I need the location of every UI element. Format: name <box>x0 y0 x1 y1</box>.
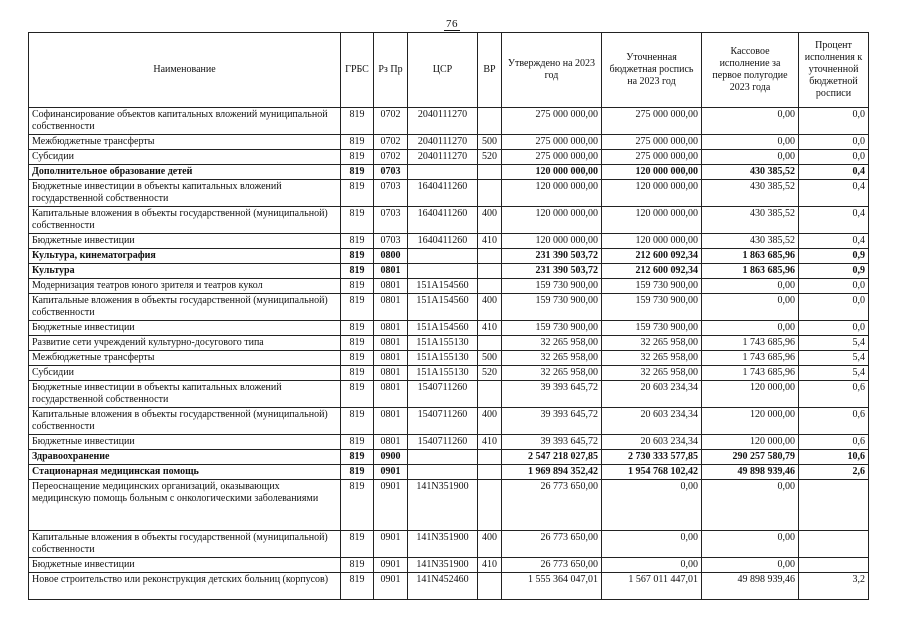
cell-rzpr: 0801 <box>374 321 408 336</box>
cell-cash: 0,00 <box>702 558 799 573</box>
cell-grbs: 819 <box>341 558 374 573</box>
cell-rzpr: 0901 <box>374 573 408 600</box>
cell-grbs: 819 <box>341 234 374 249</box>
cell-rzpr: 0901 <box>374 558 408 573</box>
cell-refined: 275 000 000,00 <box>602 150 702 165</box>
budget-table <box>28 32 869 600</box>
cell-grbs: 819 <box>341 279 374 294</box>
cell-rzpr: 0801 <box>374 381 408 408</box>
table-row <box>29 531 869 558</box>
cell-approved: 39 393 645,72 <box>502 435 602 450</box>
table-row <box>29 150 869 165</box>
cell-rzpr: 0703 <box>374 180 408 207</box>
cell-vr: 400 <box>478 294 502 321</box>
cell-grbs: 819 <box>341 150 374 165</box>
cell-approved: 26 773 650,00 <box>502 480 602 531</box>
cell-approved: 32 265 958,00 <box>502 351 602 366</box>
cell-vr: 520 <box>478 366 502 381</box>
cell-cash: 49 898 939,46 <box>702 465 799 480</box>
cell-vr <box>478 165 502 180</box>
table-row <box>29 381 869 408</box>
cell-approved: 2 547 218 027,85 <box>502 450 602 465</box>
table-row <box>29 180 869 207</box>
cell-percent: 0,4 <box>799 180 869 207</box>
cell-grbs: 819 <box>341 294 374 321</box>
table-row <box>29 234 869 249</box>
cell-csr <box>408 465 478 480</box>
cell-vr: 410 <box>478 558 502 573</box>
cell-refined: 120 000 000,00 <box>602 180 702 207</box>
header-vr: ВР <box>478 33 502 108</box>
cell-name: Стационарная медицинская помощь <box>29 465 341 480</box>
cell-vr <box>478 450 502 465</box>
header-cash: Кассовое исполнение за первое полугодие 2023 года <box>702 33 799 108</box>
cell-approved: 231 390 503,72 <box>502 264 602 279</box>
cell-grbs: 819 <box>341 480 374 531</box>
cell-grbs: 819 <box>341 408 374 435</box>
cell-approved: 159 730 900,00 <box>502 321 602 336</box>
cell-grbs: 819 <box>341 135 374 150</box>
cell-percent <box>799 558 869 573</box>
cell-rzpr: 0702 <box>374 108 408 135</box>
cell-approved: 32 265 958,00 <box>502 336 602 351</box>
cell-approved: 39 393 645,72 <box>502 408 602 435</box>
cell-csr: 151A154560 <box>408 294 478 321</box>
cell-refined: 0,00 <box>602 558 702 573</box>
cell-refined: 20 603 234,34 <box>602 435 702 450</box>
cell-refined: 120 000 000,00 <box>602 234 702 249</box>
header-percent: Процент исполнения к уточненной бюджетной росписи <box>799 33 869 108</box>
cell-refined: 159 730 900,00 <box>602 279 702 294</box>
cell-csr <box>408 249 478 264</box>
cell-name: Бюджетные инвестиции <box>29 234 341 249</box>
cell-csr: 151A155130 <box>408 366 478 381</box>
cell-vr <box>478 180 502 207</box>
cell-percent: 0,0 <box>799 294 869 321</box>
cell-refined: 212 600 092,34 <box>602 249 702 264</box>
cell-name: Субсидии <box>29 366 341 381</box>
cell-name: Дополнительное образование детей <box>29 165 341 180</box>
table-row <box>29 264 869 279</box>
cell-vr: 500 <box>478 351 502 366</box>
cell-rzpr: 0703 <box>374 165 408 180</box>
cell-approved: 120 000 000,00 <box>502 207 602 234</box>
cell-name: Модернизация театров юного зрителя и театров кукол <box>29 279 341 294</box>
cell-vr: 410 <box>478 435 502 450</box>
cell-csr: 1640411260 <box>408 234 478 249</box>
cell-vr <box>478 381 502 408</box>
cell-vr: 400 <box>478 531 502 558</box>
cell-rzpr: 0901 <box>374 531 408 558</box>
table-row <box>29 408 869 435</box>
cell-rzpr: 0702 <box>374 150 408 165</box>
cell-refined: 0,00 <box>602 480 702 531</box>
cell-cash: 0,00 <box>702 321 799 336</box>
cell-name: Межбюджетные трансферты <box>29 135 341 150</box>
cell-rzpr: 0702 <box>374 135 408 150</box>
page-number-text: 76 <box>446 18 458 30</box>
cell-name: Капитальные вложения в объекты государственной (муниципальной) собственности <box>29 294 341 321</box>
cell-csr: 1540711260 <box>408 408 478 435</box>
cell-rzpr: 0801 <box>374 435 408 450</box>
cell-percent: 5,4 <box>799 351 869 366</box>
cell-csr: 2040111270 <box>408 150 478 165</box>
cell-name: Бюджетные инвестиции <box>29 321 341 336</box>
cell-approved: 1 555 364 047,01 <box>502 573 602 600</box>
cell-percent: 2,6 <box>799 465 869 480</box>
cell-name: Капитальные вложения в объекты государственной (муниципальной) собственности <box>29 531 341 558</box>
table-row <box>29 207 869 234</box>
cell-name: Субсидии <box>29 150 341 165</box>
cell-refined: 2 730 333 577,85 <box>602 450 702 465</box>
cell-name: Бюджетные инвестиции <box>29 558 341 573</box>
cell-rzpr: 0703 <box>374 234 408 249</box>
cell-approved: 39 393 645,72 <box>502 381 602 408</box>
cell-cash: 120 000,00 <box>702 408 799 435</box>
cell-name: Бюджетные инвестиции <box>29 435 341 450</box>
cell-percent: 0,4 <box>799 234 869 249</box>
cell-percent: 0,6 <box>799 435 869 450</box>
table-row <box>29 249 869 264</box>
cell-refined: 120 000 000,00 <box>602 207 702 234</box>
cell-vr <box>478 108 502 135</box>
cell-grbs: 819 <box>341 435 374 450</box>
cell-refined: 159 730 900,00 <box>602 321 702 336</box>
cell-grbs: 819 <box>341 573 374 600</box>
cell-cash: 49 898 939,46 <box>702 573 799 600</box>
cell-vr: 410 <box>478 321 502 336</box>
table-row <box>29 465 869 480</box>
cell-vr <box>478 336 502 351</box>
cell-rzpr: 0801 <box>374 366 408 381</box>
table-row <box>29 321 869 336</box>
cell-rzpr: 0901 <box>374 480 408 531</box>
cell-csr: 2040111270 <box>408 135 478 150</box>
cell-name: Культура, кинематография <box>29 249 341 264</box>
cell-approved: 231 390 503,72 <box>502 249 602 264</box>
table-row <box>29 294 869 321</box>
cell-percent <box>799 531 869 558</box>
cell-refined: 32 265 958,00 <box>602 366 702 381</box>
cell-name: Культура <box>29 264 341 279</box>
cell-vr <box>478 264 502 279</box>
cell-percent <box>799 480 869 531</box>
cell-name: Здравоохранение <box>29 450 341 465</box>
cell-refined: 32 265 958,00 <box>602 336 702 351</box>
cell-percent: 0,0 <box>799 150 869 165</box>
cell-csr: 2040111270 <box>408 108 478 135</box>
cell-rzpr: 0801 <box>374 264 408 279</box>
cell-vr: 400 <box>478 207 502 234</box>
cell-percent: 3,2 <box>799 573 869 600</box>
cell-cash: 1 863 685,96 <box>702 249 799 264</box>
header-name: Наименование <box>29 33 341 108</box>
cell-rzpr: 0801 <box>374 336 408 351</box>
cell-cash: 120 000,00 <box>702 435 799 450</box>
cell-cash: 1 863 685,96 <box>702 264 799 279</box>
cell-csr: 151A155130 <box>408 336 478 351</box>
header-refined: Уточненная бюджетная роспись на 2023 год <box>602 33 702 108</box>
cell-rzpr: 0801 <box>374 279 408 294</box>
cell-rzpr: 0801 <box>374 294 408 321</box>
cell-name: Бюджетные инвестиции в объекты капитальных вложений государственной собственности <box>29 381 341 408</box>
cell-grbs: 819 <box>341 207 374 234</box>
cell-refined: 1 954 768 102,42 <box>602 465 702 480</box>
cell-refined: 120 000 000,00 <box>602 165 702 180</box>
cell-grbs: 819 <box>341 321 374 336</box>
cell-rzpr: 0703 <box>374 207 408 234</box>
cell-refined: 275 000 000,00 <box>602 135 702 150</box>
cell-name: Межбюджетные трансферты <box>29 351 341 366</box>
cell-grbs: 819 <box>341 381 374 408</box>
cell-approved: 120 000 000,00 <box>502 180 602 207</box>
cell-grbs: 819 <box>341 336 374 351</box>
cell-csr: 141N351900 <box>408 531 478 558</box>
cell-percent: 0,4 <box>799 165 869 180</box>
cell-csr <box>408 450 478 465</box>
cell-grbs: 819 <box>341 249 374 264</box>
cell-name: Новое строительство или реконструкция детских больниц (корпусов) <box>29 573 341 600</box>
cell-vr: 520 <box>478 150 502 165</box>
cell-percent: 0,0 <box>799 108 869 135</box>
cell-csr: 141N351900 <box>408 558 478 573</box>
cell-approved: 275 000 000,00 <box>502 135 602 150</box>
table-row <box>29 135 869 150</box>
cell-refined: 20 603 234,34 <box>602 381 702 408</box>
header-grbs: ГРБС <box>341 33 374 108</box>
cell-percent: 0,9 <box>799 249 869 264</box>
cell-percent: 0,0 <box>799 135 869 150</box>
cell-cash: 0,00 <box>702 108 799 135</box>
cell-grbs: 819 <box>341 366 374 381</box>
cell-percent: 0,0 <box>799 321 869 336</box>
cell-refined: 275 000 000,00 <box>602 108 702 135</box>
table-row <box>29 336 869 351</box>
cell-name: Бюджетные инвестиции в объекты капитальных вложений государственной собственности <box>29 180 341 207</box>
table-row <box>29 279 869 294</box>
cell-name: Развитие сети учреждений культурно-досугового типа <box>29 336 341 351</box>
cell-refined: 20 603 234,34 <box>602 408 702 435</box>
cell-cash: 0,00 <box>702 294 799 321</box>
cell-grbs: 819 <box>341 108 374 135</box>
cell-approved: 26 773 650,00 <box>502 558 602 573</box>
cell-csr: 151A154560 <box>408 279 478 294</box>
header-csr: ЦСР <box>408 33 478 108</box>
table-row <box>29 366 869 381</box>
cell-approved: 275 000 000,00 <box>502 108 602 135</box>
cell-grbs: 819 <box>341 180 374 207</box>
cell-grbs: 819 <box>341 165 374 180</box>
cell-csr: 1540711260 <box>408 435 478 450</box>
cell-csr: 1640411260 <box>408 180 478 207</box>
cell-approved: 159 730 900,00 <box>502 279 602 294</box>
cell-csr: 141N351900 <box>408 480 478 531</box>
table-row <box>29 480 869 531</box>
cell-cash: 0,00 <box>702 531 799 558</box>
cell-approved: 159 730 900,00 <box>502 294 602 321</box>
cell-cash: 0,00 <box>702 150 799 165</box>
cell-cash: 0,00 <box>702 480 799 531</box>
cell-vr <box>478 465 502 480</box>
cell-approved: 32 265 958,00 <box>502 366 602 381</box>
cell-cash: 0,00 <box>702 135 799 150</box>
cell-percent: 10,6 <box>799 450 869 465</box>
cell-rzpr: 0801 <box>374 408 408 435</box>
cell-csr <box>408 165 478 180</box>
table-row <box>29 108 869 135</box>
cell-cash: 430 385,52 <box>702 234 799 249</box>
cell-approved: 120 000 000,00 <box>502 234 602 249</box>
table-row <box>29 558 869 573</box>
cell-name: Капитальные вложения в объекты государственной (муниципальной) собственности <box>29 408 341 435</box>
cell-cash: 0,00 <box>702 279 799 294</box>
cell-vr: 500 <box>478 135 502 150</box>
cell-percent: 0,4 <box>799 207 869 234</box>
cell-refined: 0,00 <box>602 531 702 558</box>
cell-csr: 1640411260 <box>408 207 478 234</box>
header-approved: Утверждено на 2023 год <box>502 33 602 108</box>
cell-grbs: 819 <box>341 450 374 465</box>
header-rzpr: Рз Пр <box>374 33 408 108</box>
cell-rzpr: 0801 <box>374 351 408 366</box>
cell-name: Капитальные вложения в объекты государственной (муниципальной) собственности <box>29 207 341 234</box>
cell-rzpr: 0800 <box>374 249 408 264</box>
cell-approved: 275 000 000,00 <box>502 150 602 165</box>
cell-refined: 32 265 958,00 <box>602 351 702 366</box>
cell-grbs: 819 <box>341 531 374 558</box>
cell-percent: 5,4 <box>799 366 869 381</box>
cell-cash: 120 000,00 <box>702 381 799 408</box>
table-body <box>29 108 869 600</box>
cell-percent: 0,0 <box>799 279 869 294</box>
cell-vr <box>478 279 502 294</box>
table-row <box>29 165 869 180</box>
cell-vr <box>478 249 502 264</box>
page-number <box>0 18 904 30</box>
cell-refined: 159 730 900,00 <box>602 294 702 321</box>
cell-vr: 400 <box>478 408 502 435</box>
cell-grbs: 819 <box>341 351 374 366</box>
cell-percent: 0,6 <box>799 381 869 408</box>
cell-csr: 141N452460 <box>408 573 478 600</box>
cell-cash: 290 257 580,79 <box>702 450 799 465</box>
cell-approved: 26 773 650,00 <box>502 531 602 558</box>
cell-approved: 120 000 000,00 <box>502 165 602 180</box>
cell-cash: 430 385,52 <box>702 180 799 207</box>
cell-refined: 212 600 092,34 <box>602 264 702 279</box>
table-row <box>29 351 869 366</box>
table-row <box>29 573 869 600</box>
cell-vr <box>478 573 502 600</box>
cell-cash: 430 385,52 <box>702 165 799 180</box>
table-row <box>29 450 869 465</box>
cell-vr: 410 <box>478 234 502 249</box>
cell-cash: 1 743 685,96 <box>702 366 799 381</box>
table-row <box>29 435 869 450</box>
cell-percent: 0,9 <box>799 264 869 279</box>
cell-rzpr: 0901 <box>374 465 408 480</box>
cell-csr: 151A154560 <box>408 321 478 336</box>
cell-grbs: 819 <box>341 264 374 279</box>
cell-refined: 1 567 011 447,01 <box>602 573 702 600</box>
cell-percent: 0,6 <box>799 408 869 435</box>
cell-percent: 5,4 <box>799 336 869 351</box>
cell-approved: 1 969 894 352,42 <box>502 465 602 480</box>
cell-vr <box>478 480 502 531</box>
cell-csr: 1540711260 <box>408 381 478 408</box>
cell-cash: 1 743 685,96 <box>702 351 799 366</box>
table-header-row <box>29 33 869 108</box>
cell-cash: 430 385,52 <box>702 207 799 234</box>
cell-csr <box>408 264 478 279</box>
cell-name: Переоснащение медицинских организаций, оказывающих медицинскую помощь больным с онкологическими заболеваниями <box>29 480 341 531</box>
cell-rzpr: 0900 <box>374 450 408 465</box>
cell-name: Софинансирование объектов капитальных вложений муниципальной собственности <box>29 108 341 135</box>
cell-grbs: 819 <box>341 465 374 480</box>
cell-csr: 151A155130 <box>408 351 478 366</box>
cell-cash: 1 743 685,96 <box>702 336 799 351</box>
